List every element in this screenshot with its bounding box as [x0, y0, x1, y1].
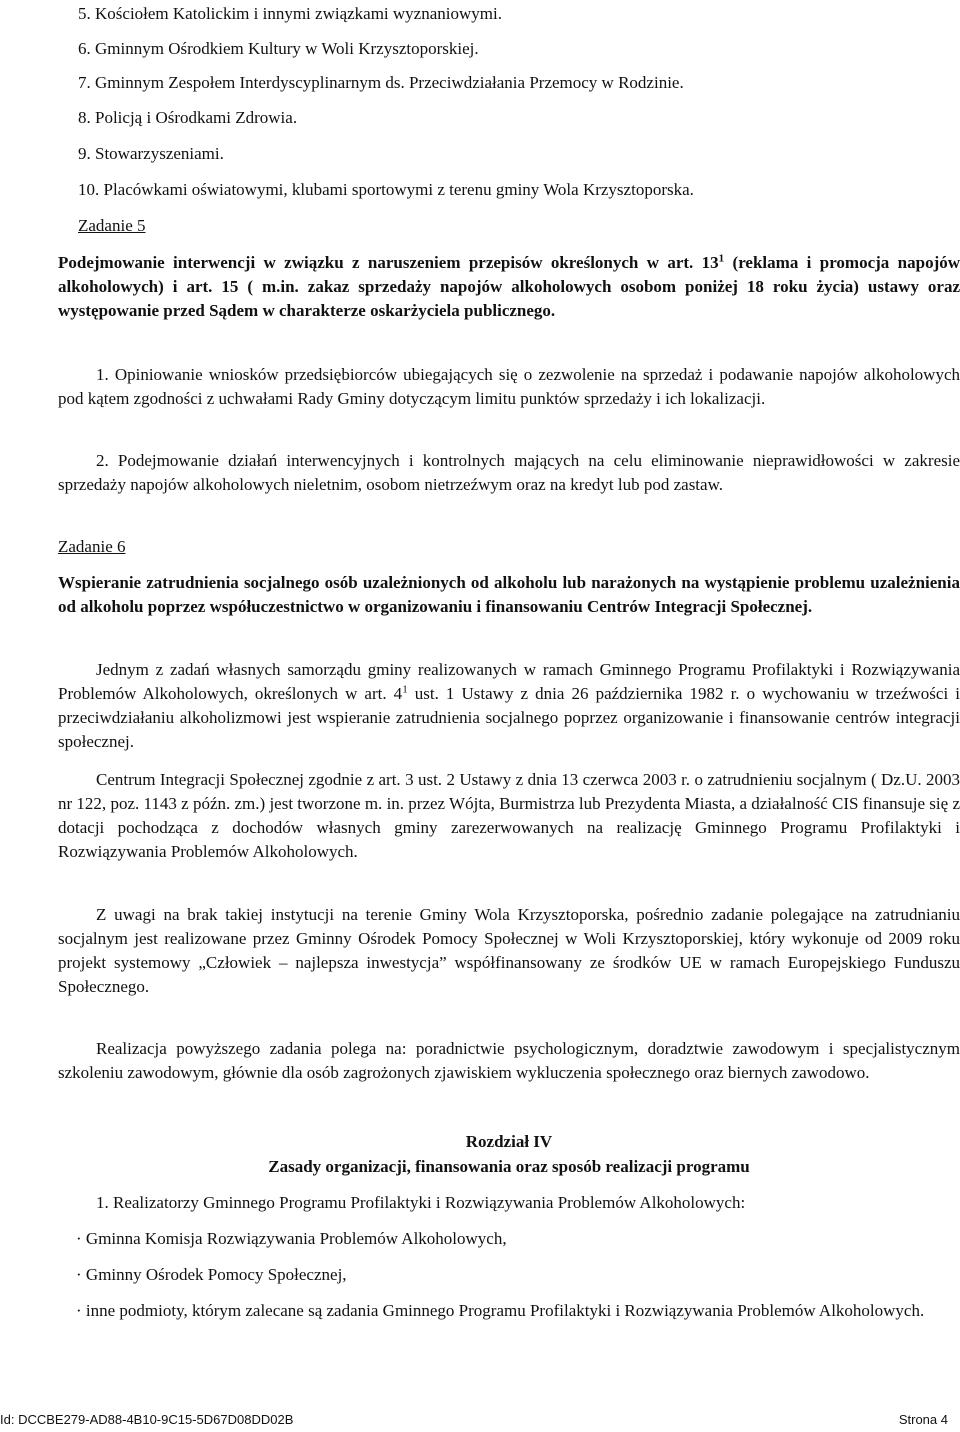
- list-item: 6. Gminnym Ośrodkiem Kultury w Woli Krzysztoporskiej.: [78, 39, 479, 58]
- list-item: 10. Placówkami oświatowymi, klubami sportowymi z terenu gminy Wola Krzysztoporska.: [78, 180, 694, 199]
- task-6-title: Wspieranie zatrudnienia socjalnego osób uzależnionych od alkoholu lub narażonych na wystąpienie problemu uzależnienia od alkoholu poprzez współuczestnictwo w organizowaniu i finansowaniu Centrów Integracji Społecznej.: [58, 573, 960, 616]
- task-6-paragraph-3: Z uwagi na brak takiej instytucji na terenie Gminy Wola Krzysztoporska, pośrednio zadanie polegające na zatrudnianiu socjalnym jest realizowane przez Gminny Ośrodek Pomocy Społecznej w Woli Krzysztoporskiej, który wykonuje od 2009 roku projekt systemowy „Człowiek – najlepsza inwestycja” współfinansowany ze środków UE w ramach Europejskiego Funduszu Społecznego.: [58, 905, 960, 996]
- task-6-paragraph-2: Centrum Integracji Społecznej zgodnie z art. 3 ust. 2 Ustawy z dnia 13 czerwca 2003 r. o zatrudnieniu socjalnym ( Dz.U. 2003 nr 122, poz. 1143 z późn. zm.) jest tworzone m. in. przez Wójta, Burmistrza lub Prezydenta Miasta, a działalność CIS finansuje się z dotacji pochodząca z dochodów własnych gminy zarezerwowanych na realizację Gminnego Programu Profilaktyki i Rozwiązywania Problemów Alkoholowych.: [58, 770, 960, 861]
- list-item: 8. Policją i Ośrodkami Zdrowia.: [78, 108, 298, 127]
- page-number: Strona 4: [898, 1412, 948, 1427]
- list-item: 9. Stowarzyszeniami.: [78, 144, 224, 163]
- list-item: · Gminna Komisja Rozwiązywania Problemów Alkoholowych,: [76, 1229, 507, 1248]
- task-6-paragraph-4: Realizacja powyższego zadania polega na: poradnictwie psychologicznym, doradztwie zawodowym i specjalistycznym szkoleniu zawodowym, głównie dla osób zagrożonych zjawiskiem wykluczenia społecznego oraz biernych zawodowo.: [58, 1039, 960, 1082]
- list-item: · Gminny Ośrodek Pomocy Społecznej,: [76, 1265, 347, 1284]
- chapter-title: Rozdział IV: [465, 1132, 553, 1151]
- task-5-heading: Zadanie 5: [78, 216, 146, 235]
- list-item: 7. Gminnym Zespołem Interdyscyplinarnym ds. Przeciwdziałania Przemocy w Rodzinie.: [78, 73, 684, 92]
- task-6-heading: Zadanie 6: [58, 537, 126, 556]
- task-5-title: Podejmowanie interwencji w związku z naruszeniem przepisów określonych w art. $13^1$ (reklama i promocja napojów alkoholowych) i art. 15 ( m.in. zakaz sprzedaży napojów alkoholowych osobom poniżej 18 roku życia) ustawy oraz występowanie przed Sądem w charakterze oskarżyciela publicznego.: [58, 252, 960, 320]
- task-5-paragraph-2: 2. Podejmowanie działań interwencyjnych i kontrolnych mających na celu eliminowanie nieprawidłowości w zakresie sprzedaży napojów alkoholowych nieletnim, osobom nietrzeźwym oraz na kredyt lub pod zastaw.: [58, 451, 960, 494]
- chapter-intro: 1. Realizatorzy Gminnego Programu Profilaktyki i Rozwiązywania Problemów Alkoholowych:: [96, 1193, 746, 1212]
- task-5-paragraph-1: 1. Opiniowanie wniosków przedsiębiorców ubiegających się o zezwolenie na sprzedaż i podawanie napojów alkoholowych pod kątem zgodności z uchwałami Rady Gminy dotyczącym limitu punktów sprzedaży i ich lokalizacji.: [58, 365, 960, 408]
- document-id: Id: DCCBE279-AD88-4B10-9C15-5D67D08DD02B: [0, 1412, 294, 1427]
- list-item: 5. Kościołem Katolickim i innymi związkami wyznaniowymi.: [78, 4, 502, 23]
- chapter-subtitle: Zasady organizacji, finansowania oraz sposób realizacji programu: [268, 1157, 750, 1176]
- task-6-paragraph-1: Jednym z zadań własnych samorządu gminy realizowanych w ramach Gminnego Programu Profilaktyki i Rozwiązywania Problemów Alkoholowych, określonych w art. $4^1$ ust. 1 Ustawy z dnia 26 października 1982 r. o wychowaniu w trzeźwości i przeciwdziałaniu alkoholizmowi jest wspieranie zatrudnienia socjalnego poprzez organizowanie i finansowanie centrów integracji społecznej.: [58, 660, 960, 751]
- list-item: · inne podmioty, którym zalecane są zadania Gminnego Programu Profilaktyki i Rozwiązywania Problemów Alkoholowych.: [76, 1301, 925, 1320]
